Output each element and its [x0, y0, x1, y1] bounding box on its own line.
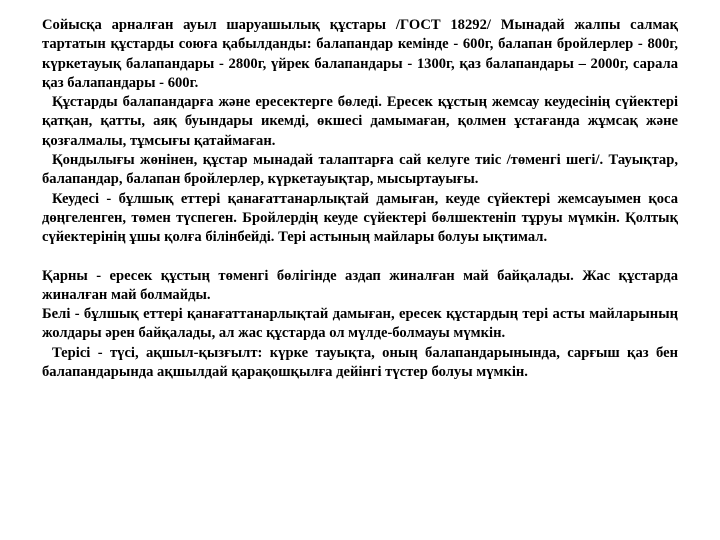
- paragraph-slaughter-weights: Сойысқа арналған ауыл шаруашылық құстары /ГОСТ 18292/ Мынадай жалпы салмақ тартатын құстарды союға қабылданды: балапандар кемінде - 600г, балапан бройлерлер - 800г, күркетауық балапандары - 2800г, үйрек балапандары - 1300г, қаз балапандары – 2000г, сарала қаз балапандары - 600г.: [42, 17, 678, 91]
- paragraph-abdomen: Қарны - ересек құстың төменгі бөлігінде аздап жиналған май байқалады. Жас құстарда жиналған май болмайды.: [42, 267, 678, 303]
- document-body: [42, 16, 678, 382]
- paragraph-age-classification: Құстарды балапандарға және ересектерге бөледі. Ересек құстың жемсау кеудесінің сүйектері қатқан, қатты, аяқ буындары икемді, өкшесі дамымаған, қолмен ұстағанда жұмсақ және қозғалмалы, тұмсығы қатаймаған.: [42, 94, 678, 149]
- paragraph-skin: Терісі - түсі, ақшыл-қызғылт: күрке тауықта, оның балапандарынында, сарғыш қаз бен балапандарында ақшылдай қарақошқылға дейінгі түстер болуы мүмкін.: [42, 344, 678, 381]
- paragraph-breast: Кеудесі - бұлшық еттері қанағаттанарлықтай дамыған, кеуде сүйектері жемсауымен қоса дөңгеленген, төмен түспеген. Бройлердің кеуде сүйектері бөлшектеніп тұруы мүмкін. Қолтық сүйектерінің ұшы қолға білінбейді. Тері астының майлары болуы ықтимал.: [42, 190, 678, 246]
- paragraph-fatness-requirements: Қондылығы жөнінен, құстар мынадай талаптарға сай келуге тиіс /төменгі шегі/. Тауықтар, балапандар, балапан бройлерлер, күркетауықтар, мысыртауығы.: [42, 152, 678, 188]
- paragraph-back: Белі - бұлшық еттері қанағаттанарлықтай дамыған, ересек құстардың тері асты майларының жолдары әрен байқалады, ал жас құстарда ол мүлде-болмауы мүмкін.: [42, 306, 678, 342]
- paragraph-spacer: [42, 248, 678, 267]
